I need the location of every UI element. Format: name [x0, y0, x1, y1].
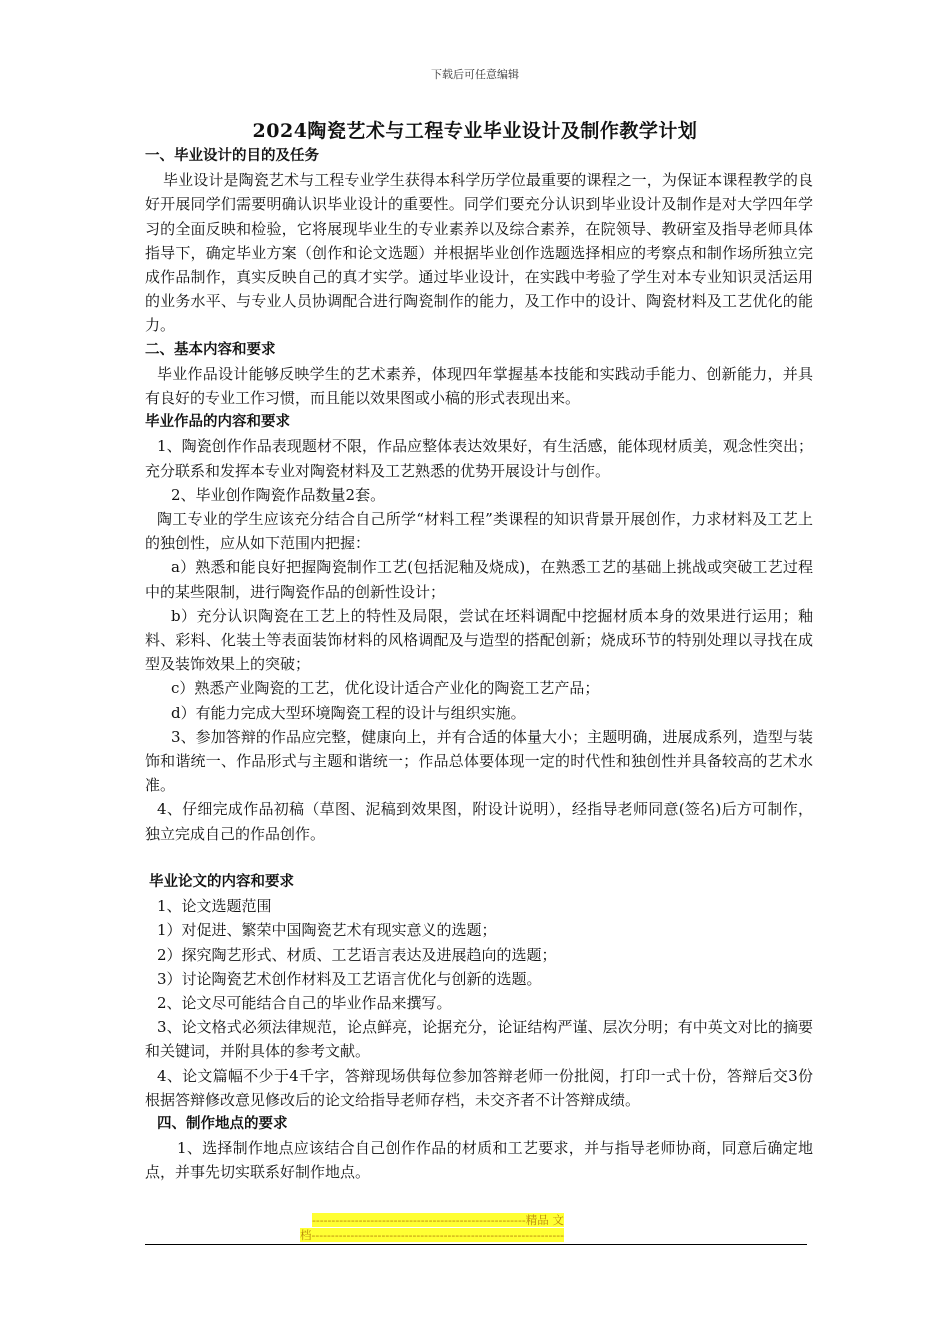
section-heading-4: 四、制作地点的要求: [157, 1115, 288, 1132]
paragraph: 陶工专业的学生应该充分结合自己所学“材料工程”类课程的知识背景开展创作，力求材料及工艺上的独创性，应从如下范围内把握：: [145, 510, 813, 553]
list-item: d）有能力完成大型环境陶瓷工程的设计与组织实施。: [171, 703, 526, 722]
list-item: 4、论文篇幅不少于4千字，答辩现场供每位参加答辩老师一份批阅，打印一式十份，答辩后交3份根据答辩修改意见修改后的论文给指导老师存档，未交齐者不计答辩成绩。: [145, 1066, 813, 1109]
list-item: 3）讨论陶瓷艺术创作材料及工艺语言优化与创新的选题。: [157, 969, 542, 988]
list-item: 2、论文尽可能结合自己的毕业作品来撰写。: [157, 993, 452, 1012]
list-item: 2、毕业创作陶瓷作品数量2套。: [171, 485, 386, 504]
footer-watermark-line2: 档-----------------------------------------------------------------: [300, 1228, 565, 1242]
document-body: [145, 144, 813, 1185]
footer-watermark: [300, 1213, 645, 1243]
list-item: 4、仔细完成作品初稿（草图、泥稿到效果图，附设计说明），经指导老师同意(签名)后方可制作，独立完成自己的作品创作。: [145, 800, 813, 843]
list-item: a）熟悉和能良好把握陶瓷制作工艺(包括泥釉及烧成)，在熟悉工艺的基础上挑战或突破工艺过程中的某些限制，进行陶瓷作品的创新性设计；: [145, 558, 813, 601]
section-heading-2: 二、基本内容和要求: [145, 341, 276, 358]
header-note: 下载后可任意编辑: [431, 68, 519, 81]
list-item: 3、参加答辩的作品应完整，健康向上，并有合适的体量大小；主题明确，进展成系列，造型与装饰和谐统一、作品形式与主题和谐统一；作品总体要体现一定的时代性和独创性并具备较高的艺术水准。: [145, 727, 813, 795]
section-heading-1: 一、毕业设计的目的及任务: [145, 148, 319, 164]
list-item: 1）对促进、繁荣中国陶瓷艺术有现实意义的选题；: [157, 921, 497, 940]
paragraph: 毕业作品设计能够反映学生的艺术素养，体现四年掌握基本技能和实践动手能力、创新能力，并具有良好的专业工作习惯，而且能以效果图或小稿的形式表现出来。: [145, 364, 813, 408]
list-item: c）熟悉产业陶瓷的工艺，优化设计适合产业化的陶瓷工艺产品；: [171, 679, 600, 698]
paragraph: 1、选择制作地点应该结合自己创作作品的材质和工艺要求，并与指导老师协商，同意后确定地点，并事先切实联系好制作地点。: [145, 1139, 813, 1182]
paragraph: 毕业设计是陶瓷艺术与工程专业学生获得本科学历学位最重要的课程之一，为保证本课程教学的良好开展同学们需要明确认识毕业设计的重要性。同学们要充分认识到毕业设计及制作是对大学四年学习的全面反映和检验，它将展现毕业生的专业素养以及综合素养，在院领导、教研室及指导老师具体指导下，确定毕业方案（创作和论文选题）并根据毕业创作选题选择相应的考察点和制作场所独立完成作品制作，真实反映自己的真才实学。通过毕业设计，在实践中考验了学生对本专业知识灵活运用的业务水平、与专业人员协调配合进行陶瓷制作的能力，及工作中的设计、陶瓷材料及工艺优化的能力。: [145, 171, 813, 335]
footer-watermark-line1: -------------------------------------------------------精品 文: [312, 1213, 564, 1227]
document-title: 2024陶瓷艺术与工程专业毕业设计及制作教学计划: [252, 120, 698, 142]
list-item: 1、论文选题范围: [157, 897, 272, 916]
subheading-works: 毕业作品的内容和要求: [145, 414, 290, 431]
list-item: 1、陶瓷创作作品表现题材不限，作品应整体表达效果好，有生活感，能体现材质美，观念性突出；充分联系和发挥本专业对陶瓷材料及工艺熟悉的优势开展设计与创作。: [145, 437, 813, 480]
footer-rule: [145, 1244, 807, 1245]
list-item: 2）探究陶艺形式、材质、工艺语言表达及进展趋向的选题；: [157, 945, 557, 964]
list-item: b）充分认识陶瓷在工艺上的特性及局限，尝试在坯料调配中挖掘材质本身的效果进行运用；釉料、彩料、化装土等表面装饰材料的风格调配及与造型的搭配创新；烧成环节的特别处理以寻找在成型及装饰效果上的突破；: [145, 606, 813, 674]
subheading-thesis: 毕业论文的内容和要求: [149, 873, 294, 890]
list-item: 3、论文格式必须法律规范，论点鲜亮，论据充分，论证结构严谨、层次分明；有中英文对比的摘要和关键词，并附具体的参考文献。: [145, 1018, 813, 1061]
